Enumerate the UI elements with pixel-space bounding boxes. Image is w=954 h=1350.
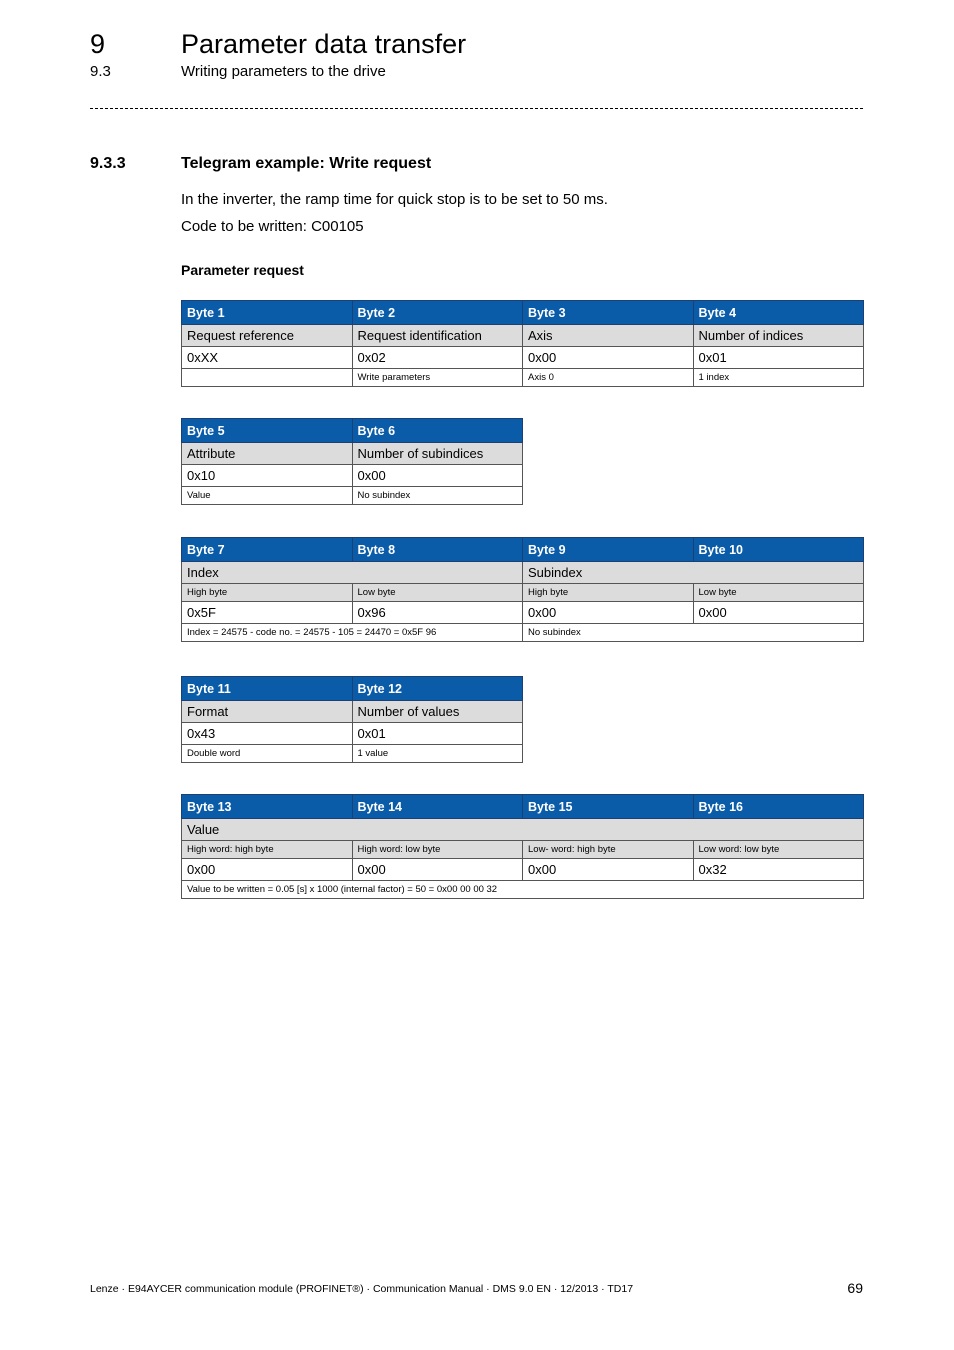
header-cell: Byte 11 [182, 677, 353, 701]
note-cell: Double word [182, 745, 353, 763]
value-cell: 0x01 [352, 723, 523, 745]
value-cell: 0x00 [352, 859, 523, 881]
header-cell: Byte 2 [352, 301, 523, 325]
value-cell: 0x00 [693, 602, 864, 624]
section-number: 9.3.3 [90, 155, 126, 172]
field-name-cell: Request identification [352, 325, 523, 347]
value-cell: 0x00 [523, 347, 694, 369]
table-header-row [182, 419, 523, 443]
value-cell: 0x96 [352, 602, 523, 624]
byte-label-cell: Low byte [352, 584, 523, 602]
field-name-cell: Value [182, 819, 864, 841]
header-cell: Byte 5 [182, 419, 353, 443]
header-cell: Byte 1 [182, 301, 353, 325]
intro-text: In the inverter, the ramp time for quick stop is to be set to 50 ms. [181, 191, 608, 208]
header-cell: Byte 3 [523, 301, 694, 325]
page-number: 69 [847, 1280, 863, 1296]
table-header-row [182, 795, 864, 819]
table-header-row [182, 677, 523, 701]
subsection-title: Writing parameters to the drive [181, 63, 386, 80]
value-cell: 0x10 [182, 465, 353, 487]
field-name-cell: Subindex [523, 562, 864, 584]
note-row [182, 624, 864, 642]
section-title: Telegram example: Write request [181, 155, 432, 172]
byte-label-cell: High byte [182, 584, 353, 602]
header-cell: Byte 10 [693, 538, 864, 562]
header-cell: Byte 4 [693, 301, 864, 325]
note-row [182, 881, 864, 899]
value-cell: 0x43 [182, 723, 353, 745]
byte-label-cell: Low word: low byte [693, 841, 864, 859]
field-name-row [182, 325, 864, 347]
subsection-number: 9.3 [90, 63, 111, 80]
note-cell: Write parameters [352, 369, 523, 387]
field-name-cell: Number of subindices [352, 443, 523, 465]
footer-text: Lenze · E94AYCER communication module (PROFINET®) · Communication Manual · DMS 9.0 EN · 12/2013 · TD17 [90, 1283, 634, 1295]
chapter-title: Parameter data transfer [181, 29, 467, 59]
header-cell: Byte 6 [352, 419, 523, 443]
note-cell: 1 index [693, 369, 864, 387]
field-name-cell: Request reference [182, 325, 353, 347]
value-cell: 0x01 [693, 347, 864, 369]
header-cell: Byte 7 [182, 538, 353, 562]
parameter-request-heading: Parameter request [181, 262, 304, 278]
note-cell: Axis 0 [523, 369, 694, 387]
field-name-row [182, 819, 864, 841]
byte-label-row [182, 841, 864, 859]
field-name-cell: Attribute [182, 443, 353, 465]
table-header-row [182, 538, 864, 562]
header-cell: Byte 8 [352, 538, 523, 562]
note-row [182, 745, 523, 763]
telegram-table-bytes-7-10 [181, 537, 864, 642]
note-cell [182, 369, 353, 387]
byte-label-cell: High word: low byte [352, 841, 523, 859]
value-row [182, 347, 864, 369]
header-cell: Byte 16 [693, 795, 864, 819]
header-cell: Byte 13 [182, 795, 353, 819]
byte-label-cell: High byte [523, 584, 694, 602]
value-row [182, 465, 523, 487]
value-row [182, 723, 523, 745]
value-row [182, 859, 864, 881]
note-cell: No subindex [352, 487, 523, 505]
note-cell: Value to be written = 0.05 [s] x 1000 (internal factor) = 50 = 0x00 00 00 32 [182, 881, 864, 899]
header-cell: Byte 12 [352, 677, 523, 701]
byte-label-cell: Low- word: high byte [523, 841, 694, 859]
value-cell: 0x00 [523, 859, 694, 881]
field-name-cell: Format [182, 701, 353, 723]
note-cell: 1 value [352, 745, 523, 763]
value-cell: 0x00 [182, 859, 353, 881]
header-cell: Byte 14 [352, 795, 523, 819]
header-cell: Byte 15 [523, 795, 694, 819]
table-header-row [182, 301, 864, 325]
note-cell: No subindex [523, 624, 864, 642]
telegram-table-bytes-1-4 [181, 300, 864, 387]
header-cell: Byte 9 [523, 538, 694, 562]
field-name-cell: Axis [523, 325, 694, 347]
value-cell: 0x32 [693, 859, 864, 881]
field-name-row [182, 701, 523, 723]
note-row [182, 369, 864, 387]
field-name-row [182, 562, 864, 584]
field-name-cell: Number of indices [693, 325, 864, 347]
note-row [182, 487, 523, 505]
byte-label-row [182, 584, 864, 602]
byte-label-cell: High word: high byte [182, 841, 353, 859]
value-cell: 0x00 [352, 465, 523, 487]
telegram-table-bytes-11-12 [181, 676, 523, 763]
value-cell: 0x5F [182, 602, 353, 624]
code-to-write-text: Code to be written: C00105 [181, 218, 364, 235]
note-cell: Index = 24575 - code no. = 24575 - 105 = 24470 = 0x5F 96 [182, 624, 523, 642]
telegram-table-bytes-13-16 [181, 794, 864, 899]
telegram-table-bytes-5-6 [181, 418, 523, 505]
value-cell: 0xXX [182, 347, 353, 369]
chapter-number: 9 [90, 29, 106, 59]
value-cell: 0x02 [352, 347, 523, 369]
header-divider [90, 108, 863, 109]
value-cell: 0x00 [523, 602, 694, 624]
value-row [182, 602, 864, 624]
note-cell: Value [182, 487, 353, 505]
field-name-row [182, 443, 523, 465]
byte-label-cell: Low byte [693, 584, 864, 602]
field-name-cell: Index [182, 562, 523, 584]
field-name-cell: Number of values [352, 701, 523, 723]
